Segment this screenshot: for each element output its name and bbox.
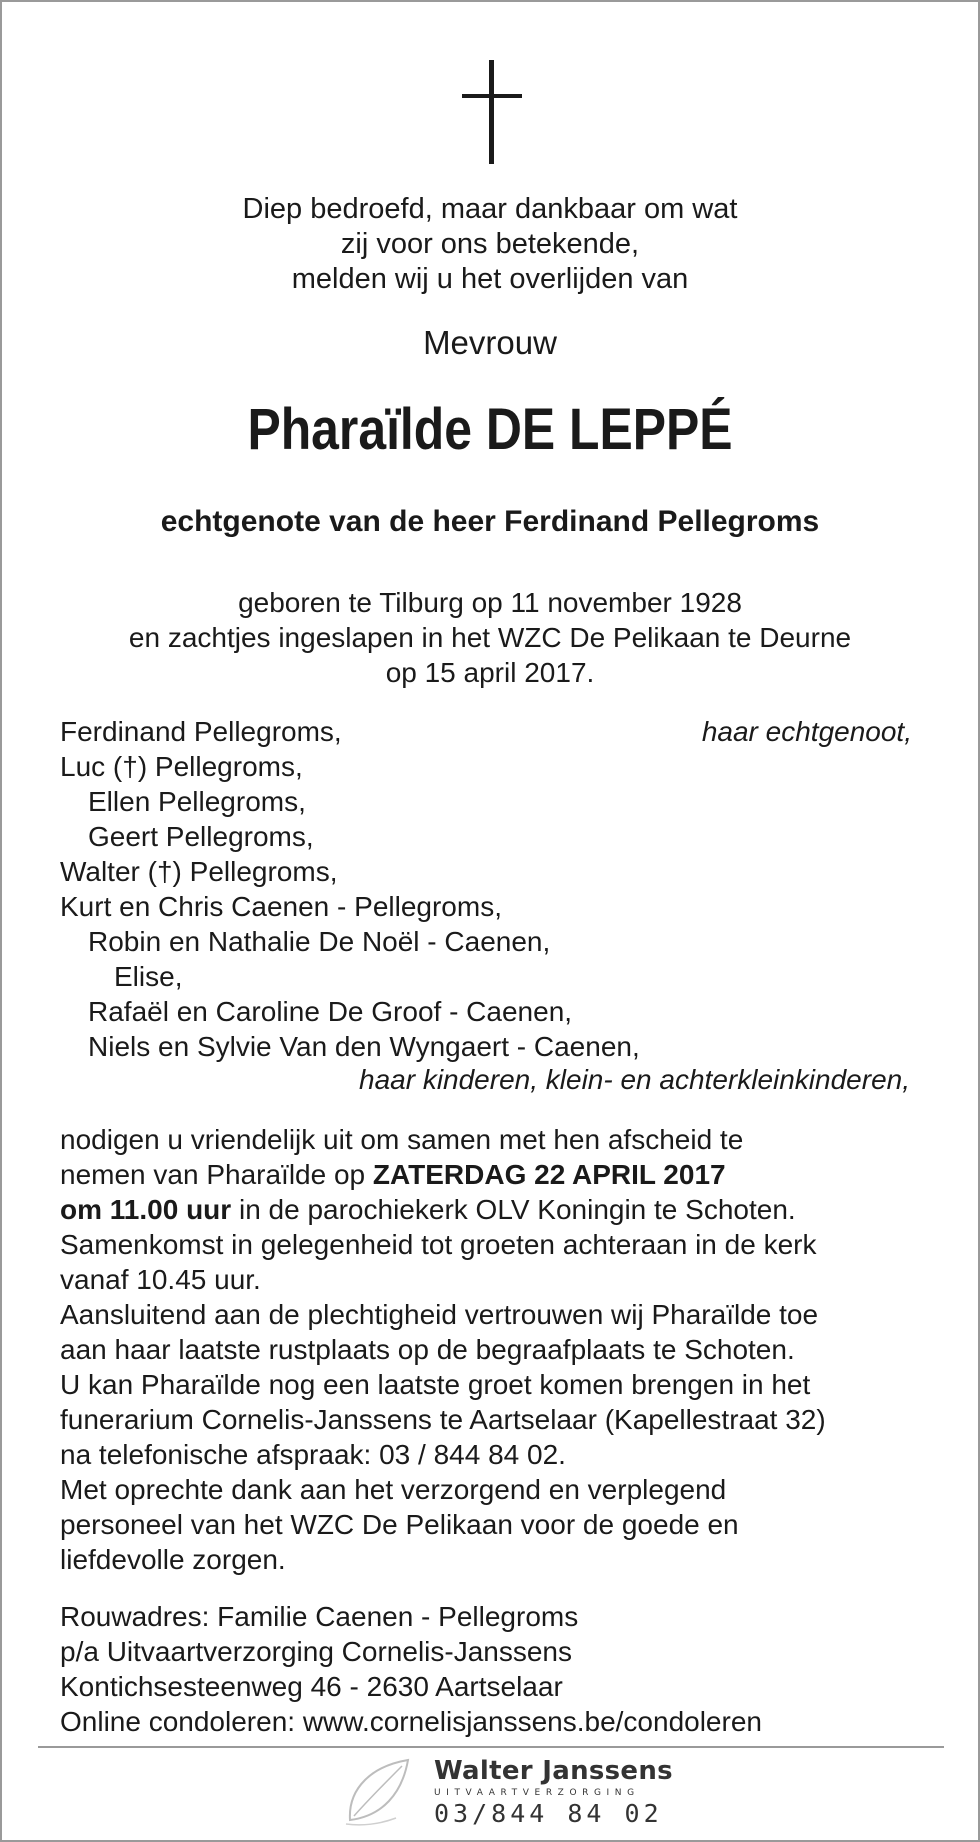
funeral-date: ZATERDAG 22 APRIL 2017 (372, 1159, 726, 1190)
spouse-line: echtgenote van de heer Ferdinand Pellegroms (160, 505, 820, 538)
role-spouse: haar echtgenoot, (701, 716, 912, 747)
deceased-name: Pharaïlde DE LEPPÉ (247, 397, 733, 462)
role-children: haar kinderen, klein- en achterkleinkinderen, (359, 1064, 910, 1095)
logo-subtitle: UITVAARTVERZORGING (434, 1788, 640, 1798)
logo-name: Walter Janssens (434, 1756, 673, 1786)
footer-divider (38, 1746, 944, 1748)
family-member: Rafaël en Caroline De Groof - Caenen, (88, 996, 573, 1027)
mourning-address: Rouwadres: Familie Caenen - Pellegroms p/a Uitvaartverzorging Cornelis-Janssens Kontichsesteenweg 46 - 2630 Aartselaar Online condoleren: www.cornelisjanssens.be/condoleren (60, 1601, 762, 1737)
invitation-text: nodigen u vriendelijk uit om samen met hen afscheid te nemen van Pharaïlde op ZATERDAG 22 APRIL 2017 om 11.00 uur in de parochiekerk OLV Koningin te Schoten. Samenkomst in gelegenheid tot groeten achteraan in de kerk vanaf 10.45 uur. Aansluitend aan de plechtigheid vertrouwen wij Pharaïlde toe aan haar laatste rustplaats op de begraafplaats te Schoten. U kan Pharaïlde nog een laatste groet komen brengen in het funerarium Cornelis-Janssens te Aartselaar (Kapellestraat 32) na telefonische afspraak: 03 / 844 84 02. Met oprechte dank aan het verzorgend en verplegend personeel van het WZC De Pelikaan voor de goede en liefdevolle zorgen. (60, 1124, 826, 1575)
family-member: Ellen Pellegroms, (88, 786, 306, 817)
intro-text: Diep bedroefd, maar dankbaar om wat zij voor ons betekende, melden wij u het overlijden van (242, 193, 738, 295)
family-member: Kurt en Chris Caenen - Pellegroms, (60, 891, 502, 922)
family-member: Ferdinand Pellegroms, haar echtgenoot, (60, 716, 912, 747)
family-member: Robin en Nathalie De Noël - Caenen, (88, 926, 551, 957)
funeral-time: om 11.00 uur (60, 1194, 232, 1225)
family-member: Walter (†) Pellegroms, (60, 856, 338, 887)
honorific: Mevrouw (423, 324, 557, 361)
family-member: Elise, (114, 961, 183, 992)
family-member: Geert Pellegroms, (88, 821, 314, 852)
family-member: Luc (†) Pellegroms, (60, 751, 303, 782)
family-list (60, 714, 920, 1095)
birth-death-info: geboren te Tilburg op 11 november 1928 en zachtjes ingeslapen in het WZC De Pelikaan te Deurne op 15 april 2017. (128, 587, 852, 688)
logo-phone: 03/844 84 02 (434, 1799, 663, 1828)
cross-icon (462, 60, 522, 164)
family-member: Niels en Sylvie Van den Wyngaert - Caenen, (88, 1031, 640, 1062)
leaf-icon (342, 1754, 416, 1830)
